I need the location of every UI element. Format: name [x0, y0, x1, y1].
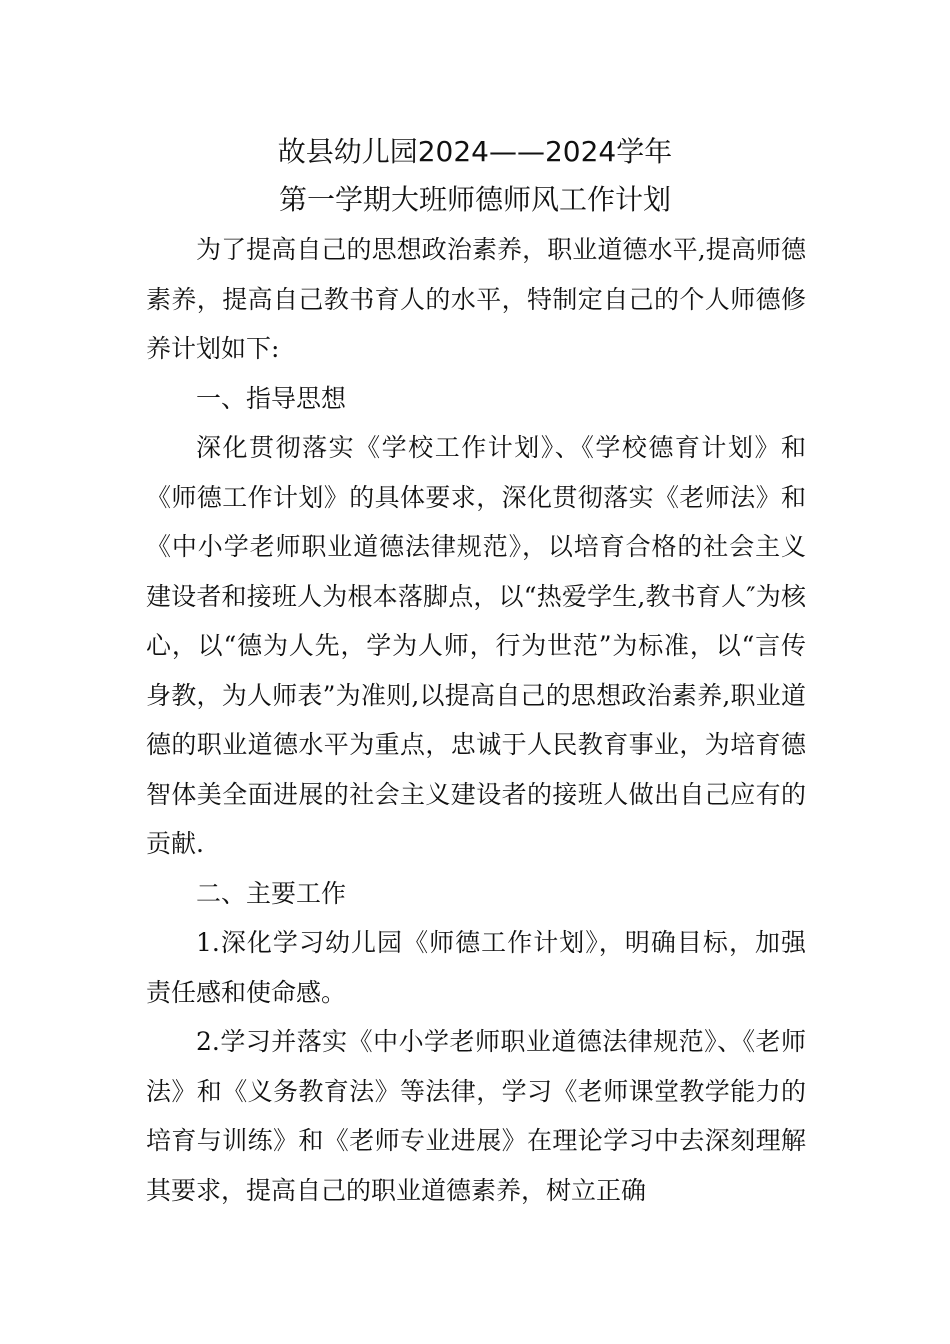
- document-body: [146, 225, 806, 1215]
- paragraph-intro: 为了提高自己的思想政治素养，职业道德水平,提高师德素养，提高自己教书育人的水平，特制定自己的个人师德修养计划如下:: [146, 235, 806, 363]
- section-heading-main-work: 二、主要工作: [196, 878, 347, 908]
- paragraph-main-work-item-2: 2.学习并落实《中小学老师职业道德法律规范》、《老师法》和《义务教育法》等法律，学习《老师课堂教学能力的培育与训练》和《老师专业进展》在理论学习中去深刻理解其要求，提高自己的职业道德素养，树立正确: [146, 1027, 806, 1205]
- section-heading-guiding-thought: 一、指导思想: [196, 383, 347, 413]
- document-title-line-2: 第一学期大班师德师风工作计划: [278, 183, 671, 216]
- paragraph-guiding-thought: 深化贯彻落实《学校工作计划》、《学校德育计划》和《师德工作计划》的具体要求，深化贯彻落实《老师法》和《中小学老师职业道德法律规范》，以培育合格的社会主义建设者和接班人为根本落脚点，以“热爱学生,教书育人″为核心，以“德为人先，学为人师，行为世范”为标准，以“言传身教，为人师表”为准则,以提高自己的思想政治素养,职业道德的职业道德水平为重点，忠诚于人民教育事业，为培育德智体美全面进展的社会主义建设者的接班人做出自己应有的贡献.: [146, 433, 806, 858]
- paragraph-main-work-item-1: 1.深化学习幼儿园《师德工作计划》，明确目标，加强责任感和使命感。: [146, 928, 806, 1007]
- document-title-line-1: 故县幼儿园2024——2024学年: [277, 135, 673, 168]
